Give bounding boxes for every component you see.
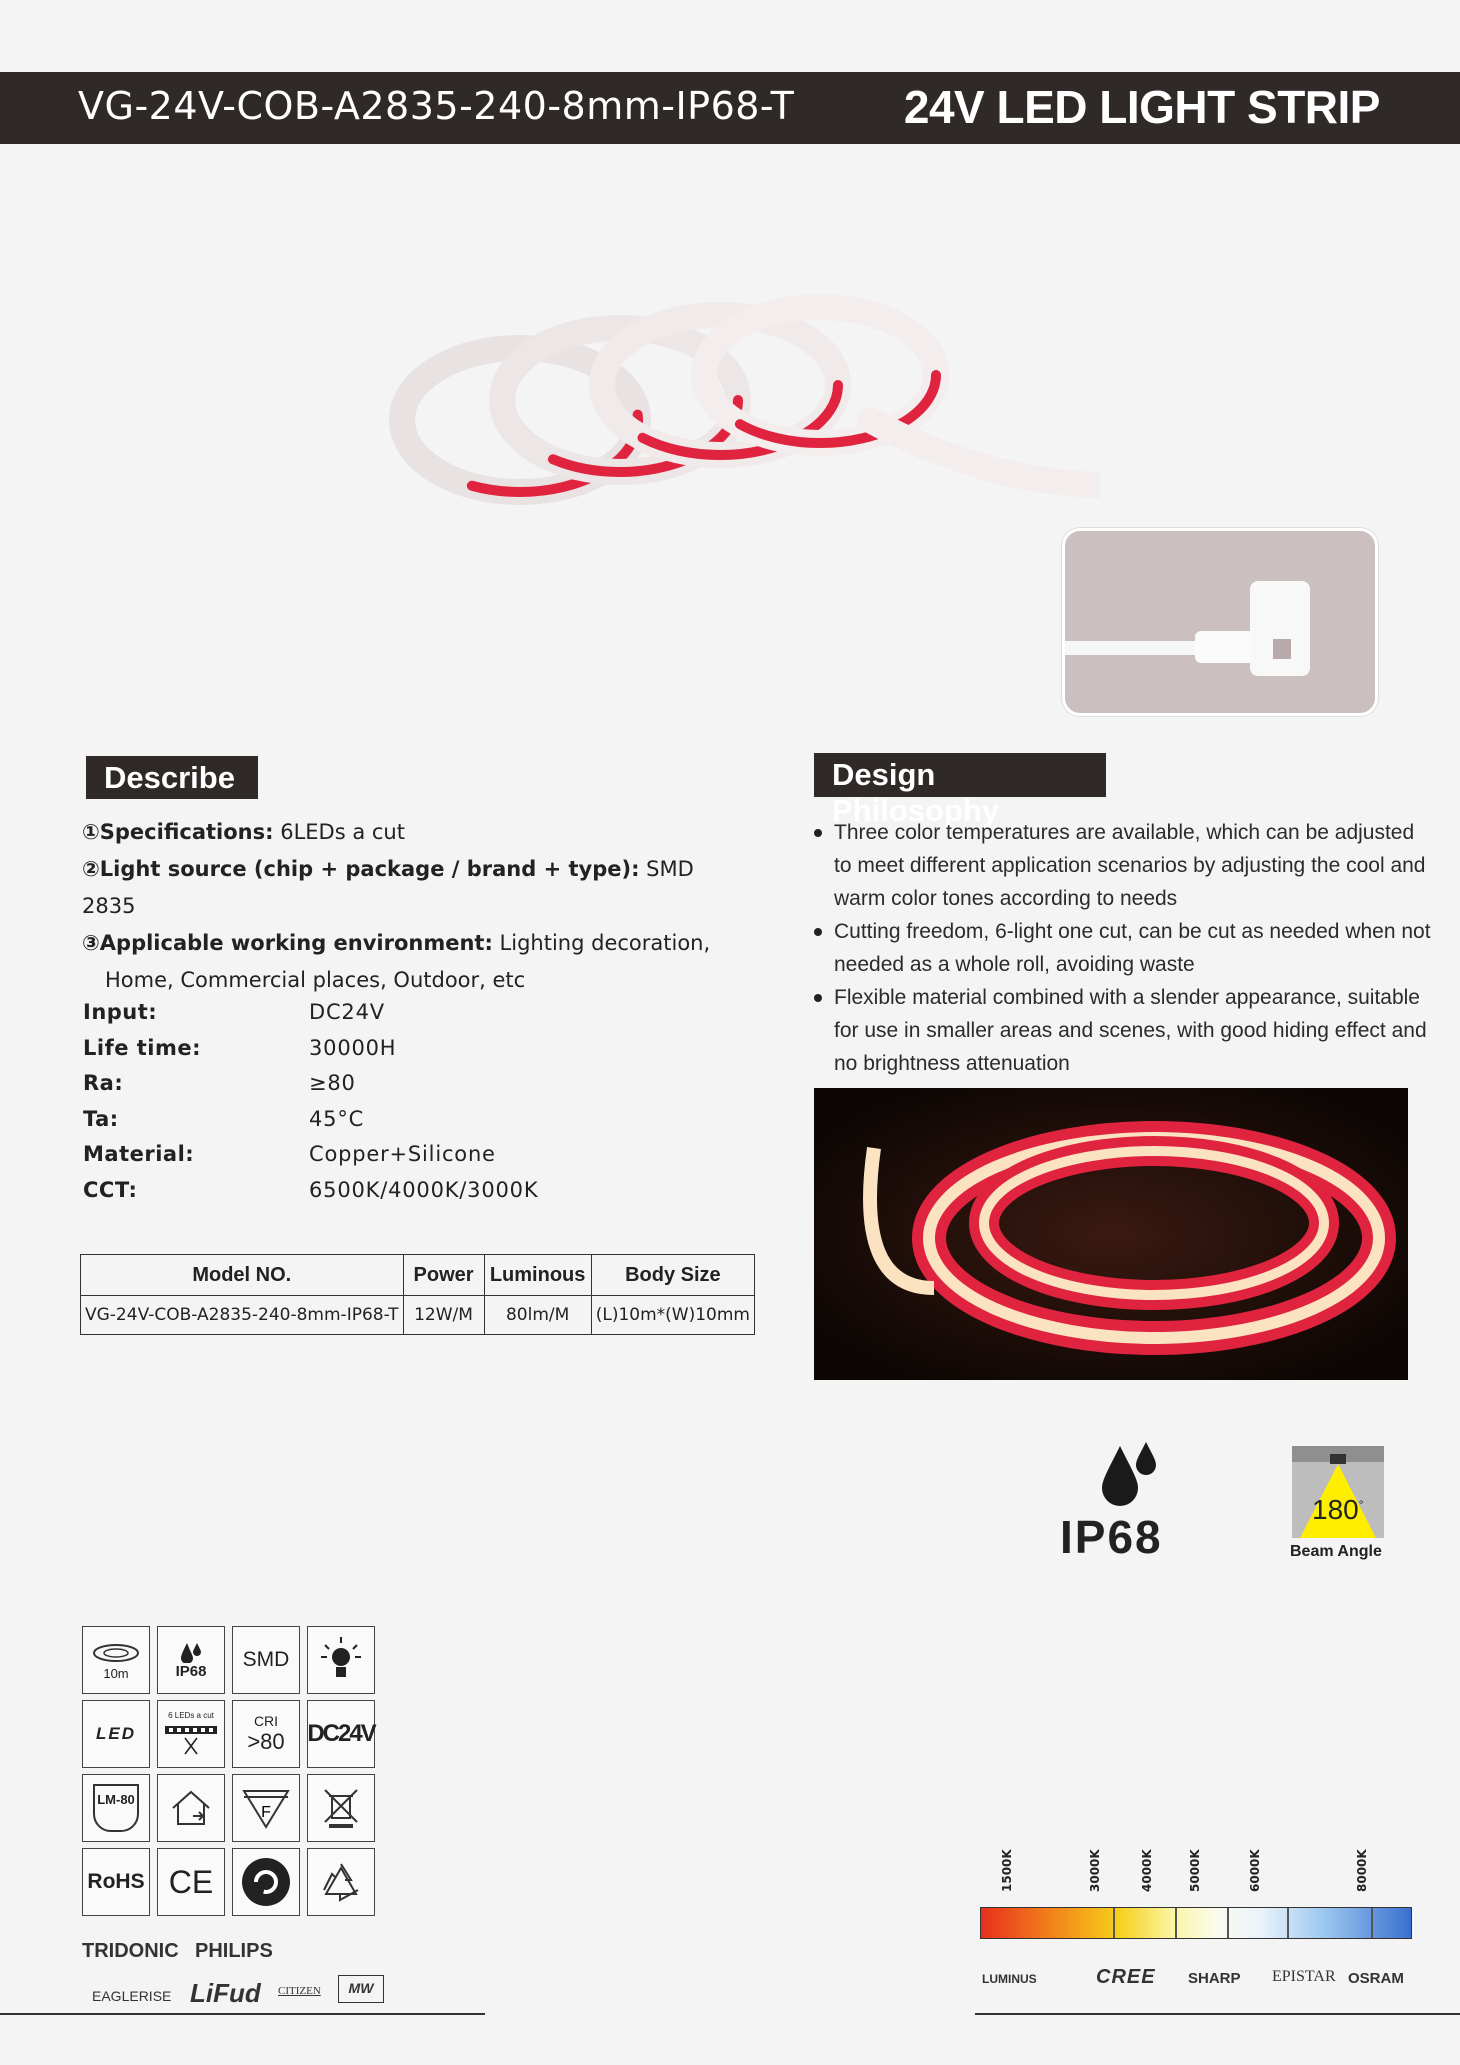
- spec-row: CCT: 6500K/4000K/3000K: [83, 1177, 539, 1202]
- describe-block: [82, 814, 722, 999]
- f-mark-icon: [232, 1774, 300, 1842]
- lm80-icon: LM-80: [82, 1774, 150, 1842]
- cct-tick-label: 1500K: [1000, 1849, 1014, 1892]
- spec-row: Ta: 45°C: [83, 1106, 365, 1131]
- cct-tick-label: 3000K: [1088, 1849, 1102, 1892]
- design-bullets: [814, 816, 1434, 1080]
- brand-osram-logo: OSRAM: [1348, 1970, 1404, 1987]
- green-dot-icon: [232, 1848, 300, 1916]
- table-cell: 80lm/M: [484, 1296, 591, 1335]
- water-drop-icon: [1098, 1440, 1158, 1506]
- cut-icon: 6 LEDs a cut: [157, 1700, 225, 1768]
- design-philosophy-heading: Design Philosophy: [814, 753, 1106, 797]
- cct-color-bar: [980, 1907, 1412, 1939]
- table-cell: VG-24V-COB-A2835-240-8mm-IP68-T: [81, 1296, 404, 1335]
- table-header: Body Size: [591, 1255, 754, 1296]
- footer-rule-left: [0, 2013, 485, 2015]
- table-header: Power: [403, 1255, 484, 1296]
- recycle-icon: [307, 1848, 375, 1916]
- table-cell: (L)10m*(W)10mm: [591, 1296, 754, 1335]
- brand-tridonic-logo: TRIDONIC: [82, 1940, 179, 1962]
- beam-angle-badge: [1292, 1446, 1384, 1538]
- brand-luminus-logo: LUMINUS: [982, 1972, 1037, 1986]
- spec-list: [83, 995, 643, 1208]
- brand-lifud-logo: LiFud: [190, 1978, 261, 2008]
- table-header-row: [81, 1255, 755, 1296]
- table-header: Model NO.: [81, 1255, 404, 1296]
- ce-icon: CE: [157, 1848, 225, 1916]
- model-title: VG-24V-COB-A2835-240-8mm-IP68-T: [78, 84, 795, 128]
- ip68-icon: IP68: [157, 1626, 225, 1694]
- cct-divider: [1371, 1908, 1373, 1938]
- spec-row: Life time: 30000H: [83, 1035, 397, 1060]
- led-icon: LED: [82, 1700, 150, 1768]
- spec-row: Ra: ≥80: [83, 1071, 356, 1095]
- table-header: Luminous: [484, 1255, 591, 1296]
- cct-divider: [1113, 1908, 1115, 1938]
- table-row: [81, 1296, 755, 1335]
- brand-meanwell-logo: MW: [338, 1975, 384, 2003]
- spec-row: Input: DC24V: [83, 1000, 385, 1024]
- bullet-item: Flexible material combined with a slender appearance, suitable for use in smaller areas and scenes, with good hiding effect and no brightness attenuation: [814, 981, 1434, 1080]
- smd-icon: SMD: [232, 1626, 300, 1694]
- describe-line-specifications: ①Specifications: 6LEDs a cut: [82, 820, 405, 844]
- bullet-item: Three color temperatures are available, which can be adjusted to meet different application scenarios by adjusting the cool and warm color tones according to needs: [814, 816, 1434, 915]
- model-table: [80, 1254, 755, 1335]
- describe-line-environment: ③Applicable working environment: Lighting decoration,: [82, 931, 711, 955]
- brand-eaglerise-logo: EAGLERISE: [92, 1988, 172, 2004]
- cct-tick-label: 5000K: [1188, 1849, 1202, 1892]
- product-title: 24V LED LIGHT STRIP: [903, 81, 1380, 133]
- brand-sharp-logo: SHARP: [1188, 1970, 1241, 1987]
- spec-row: Material: Copper+Silicone: [83, 1142, 496, 1166]
- bulb-icon: [307, 1626, 375, 1694]
- dc24v-icon: DC24V: [307, 1700, 375, 1768]
- beam-angle-label: Beam Angle: [1290, 1543, 1382, 1560]
- lit-strip-photo: [814, 1088, 1408, 1380]
- connector-inset-image: [1062, 528, 1378, 716]
- cri-icon: CRI >80: [232, 1700, 300, 1768]
- indoor-use-icon: [157, 1774, 225, 1842]
- cct-tick-label: 6000K: [1248, 1849, 1262, 1892]
- brand-epistar-logo: EPISTAR: [1272, 1968, 1336, 1985]
- table-cell: 12W/M: [403, 1296, 484, 1335]
- led-strip-coil-image: [380, 290, 1100, 560]
- beam-angle-value: 180°: [1312, 1494, 1364, 1525]
- cct-divider: [1287, 1908, 1289, 1938]
- cct-tick-label: 8000K: [1355, 1849, 1369, 1892]
- describe-line-light-source: ②Light source (chip + package / brand + type): SMD 2835: [82, 857, 694, 918]
- ip68-badge-label: IP68: [1060, 1511, 1163, 1563]
- rohs-icon: RoHS: [82, 1848, 150, 1916]
- weee-bin-icon: [307, 1774, 375, 1842]
- cct-scale-labels: [980, 1849, 1412, 1896]
- cct-divider: [1227, 1908, 1229, 1938]
- bullet-item: Cutting freedom, 6-light one cut, can be cut as needed when not needed as a whole roll, avoiding waste: [814, 915, 1434, 981]
- cct-divider: [1175, 1908, 1177, 1938]
- describe-heading: Describe: [86, 756, 258, 799]
- describe-line-environment-cont: Home, Commercial places, Outdoor, etc: [105, 968, 526, 992]
- footer-rule-right: [975, 2013, 1460, 2015]
- brand-citizen-logo: CITIZEN: [278, 1985, 321, 1997]
- length-icon: 10m: [82, 1626, 150, 1694]
- cct-tick-label: 4000K: [1140, 1849, 1154, 1892]
- svg-text:F: F: [261, 1804, 271, 1821]
- brand-cree-logo: CREE: [1096, 1966, 1156, 1988]
- brand-philips-logo: PHILIPS: [195, 1940, 273, 1962]
